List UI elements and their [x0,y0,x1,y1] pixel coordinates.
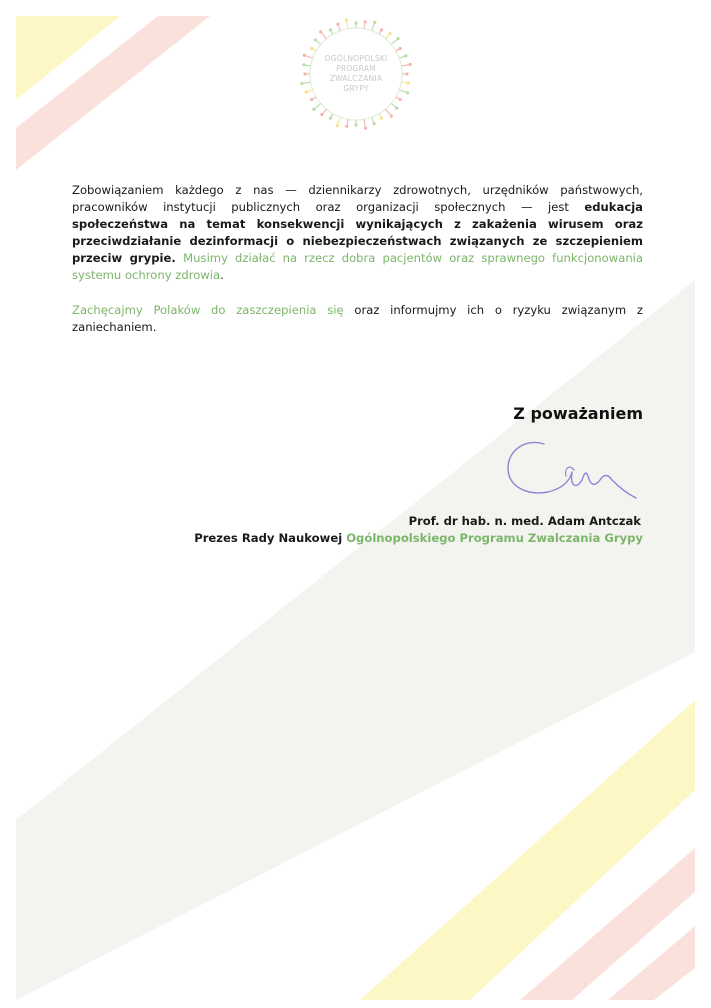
paragraph-green-text: Musimy działać na rzecz dobra pacjentów oraz sprawnego funkcjonowania systemu ochrony zdrowia [72,251,643,282]
logo-line: OGÓLNOPOLSKI [324,54,388,63]
signer-role-prefix: Prezes Rady Naukowej [194,531,347,545]
paragraph-obligation [72,182,643,284]
signer-role-organization: Ogólnopolskiego Programu Zwalczania Grypy [346,531,643,545]
paragraph-bold-text: edukacja społeczeństwa na temat konsekwencji wynikających z zakażenia wirusem oraz przeciwdziałanie dezinformacji o niebezpieczeństwach związanych ze szczepieniem przeciw grypie [72,200,643,265]
signer-name: Prof. dr hab. n. med. Adam Antczak [408,514,641,528]
stripe-grey-band [16,280,695,1000]
handwritten-signature [504,436,644,506]
paragraph-text: Zobowiązaniem każdego z nas — dziennikarzy zdrowotnych, urzędników państwowych, pracowników instytucji publicznych oraz organizacji społecznych — jest [72,183,643,214]
logo-line: ZWALCZANIA [329,74,383,83]
paragraph-encourage [72,302,643,336]
closing-phrase: Z poważaniem [513,404,643,423]
logo-line: GRYPY [343,84,369,93]
paragraph-green-text: Zachęcajmy Polaków do zaszczepienia się [72,303,344,317]
paragraph-dot: . [171,251,184,265]
program-logo [296,14,416,134]
logo-line: PROGRAM [336,64,376,73]
paragraph-text: oraz informujmy ich o ryzyku związanym z zaniechaniem. [72,303,643,334]
paragraph-end: . [220,268,224,282]
logo-text [296,54,416,94]
signer-role [194,531,643,545]
